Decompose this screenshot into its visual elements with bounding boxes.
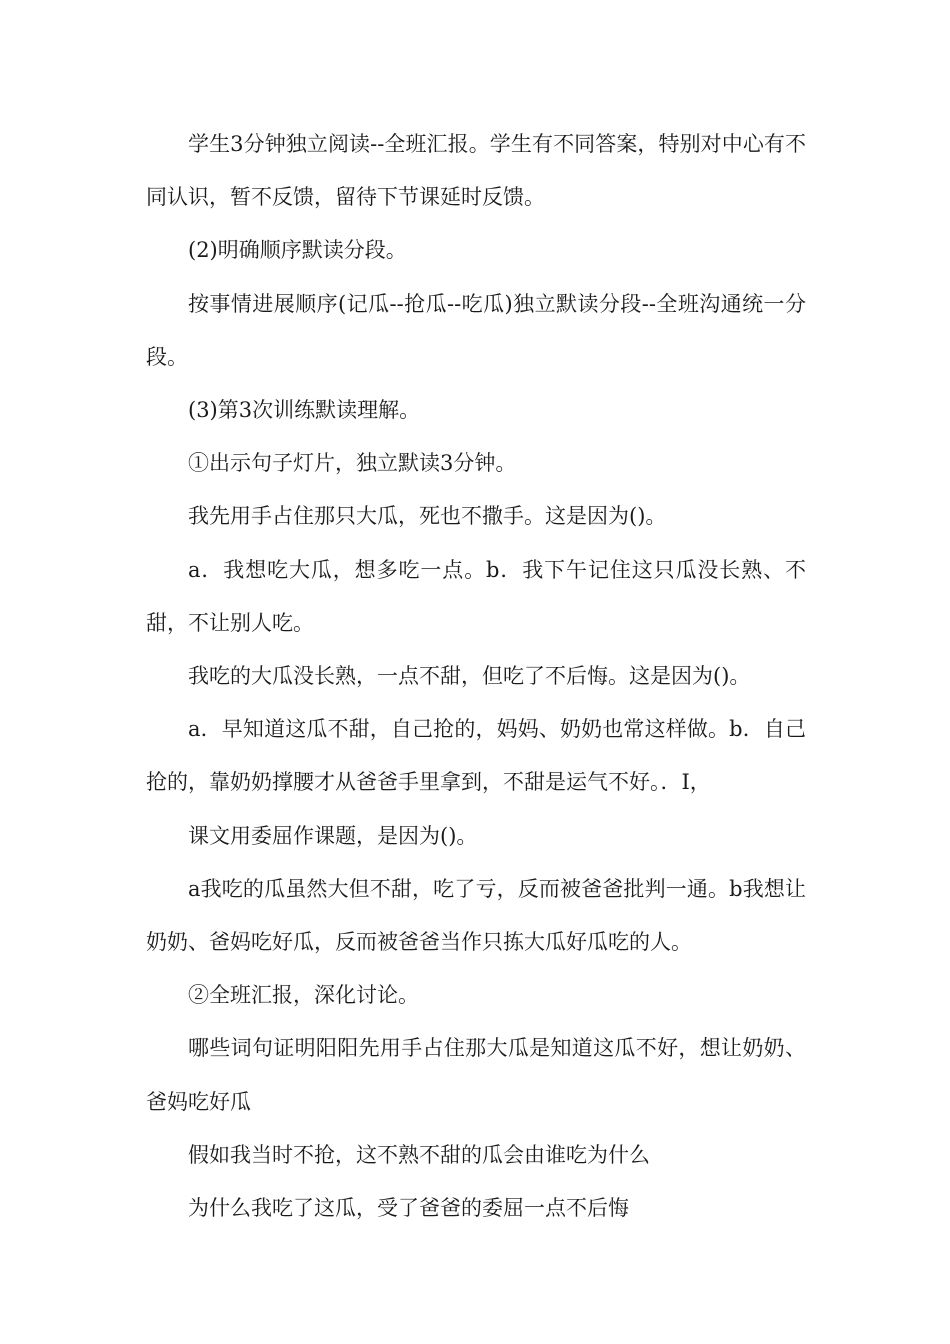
paragraph: (3)第3次训练默读理解。 [188, 398, 421, 423]
paragraph: 假如我当时不抢，这不熟不甜的瓜会由谁吃为什么 [188, 1142, 650, 1167]
paragraph: a．早知道这瓜不甜，自己抢的，妈妈、奶奶也常这样做。b．自己抢的，靠奶奶撑腰才从爸爸手里拿到，不甜是运气不好。．I， [146, 717, 806, 795]
paragraph: (2)明确顺序默读分段。 [188, 238, 407, 263]
paragraph: ②全班汇报，深化讨论。 [188, 983, 419, 1008]
paragraph: 哪些词句证明阳阳先用手占住那大瓜是知道这瓜不好，想让奶奶、爸妈吃好瓜 [146, 1036, 806, 1114]
paragraph: a我吃的瓜虽然大但不甜，吃了亏，反而被爸爸批判一通。b我想让奶奶、爸妈吃好瓜，反而被爸爸当作只拣大瓜好瓜吃的人。 [146, 876, 806, 955]
paragraph: 我先用手占住那只大瓜，死也不撒手。这是因为()。 [188, 504, 667, 529]
paragraph: 按事情进展顺序(记瓜--抢瓜--吃瓜)独立默读分段--全班沟通统一分段。 [146, 291, 806, 369]
paragraph: 学生3分钟独立阅读--全班汇报。学生有不同答案，特别对中心有不同认识，暂不反馈，留待下节课延时反馈。 [146, 132, 806, 210]
paragraph: ①出示句子灯片，独立默读3分钟。 [188, 451, 517, 476]
paragraph: a．我想吃大瓜，想多吃一点。b．我下午记住这只瓜没长熟、不甜，不让别人吃。 [146, 557, 806, 635]
paragraph: 为什么我吃了这瓜，受了爸爸的委屈一点不后悔 [188, 1196, 629, 1221]
paragraph: 课文用委屈作课题，是因为()。 [188, 823, 478, 848]
paragraph: 我吃的大瓜没长熟，一点不甜，但吃了不后悔。这是因为()。 [188, 664, 751, 689]
document-body [146, 118, 806, 1235]
